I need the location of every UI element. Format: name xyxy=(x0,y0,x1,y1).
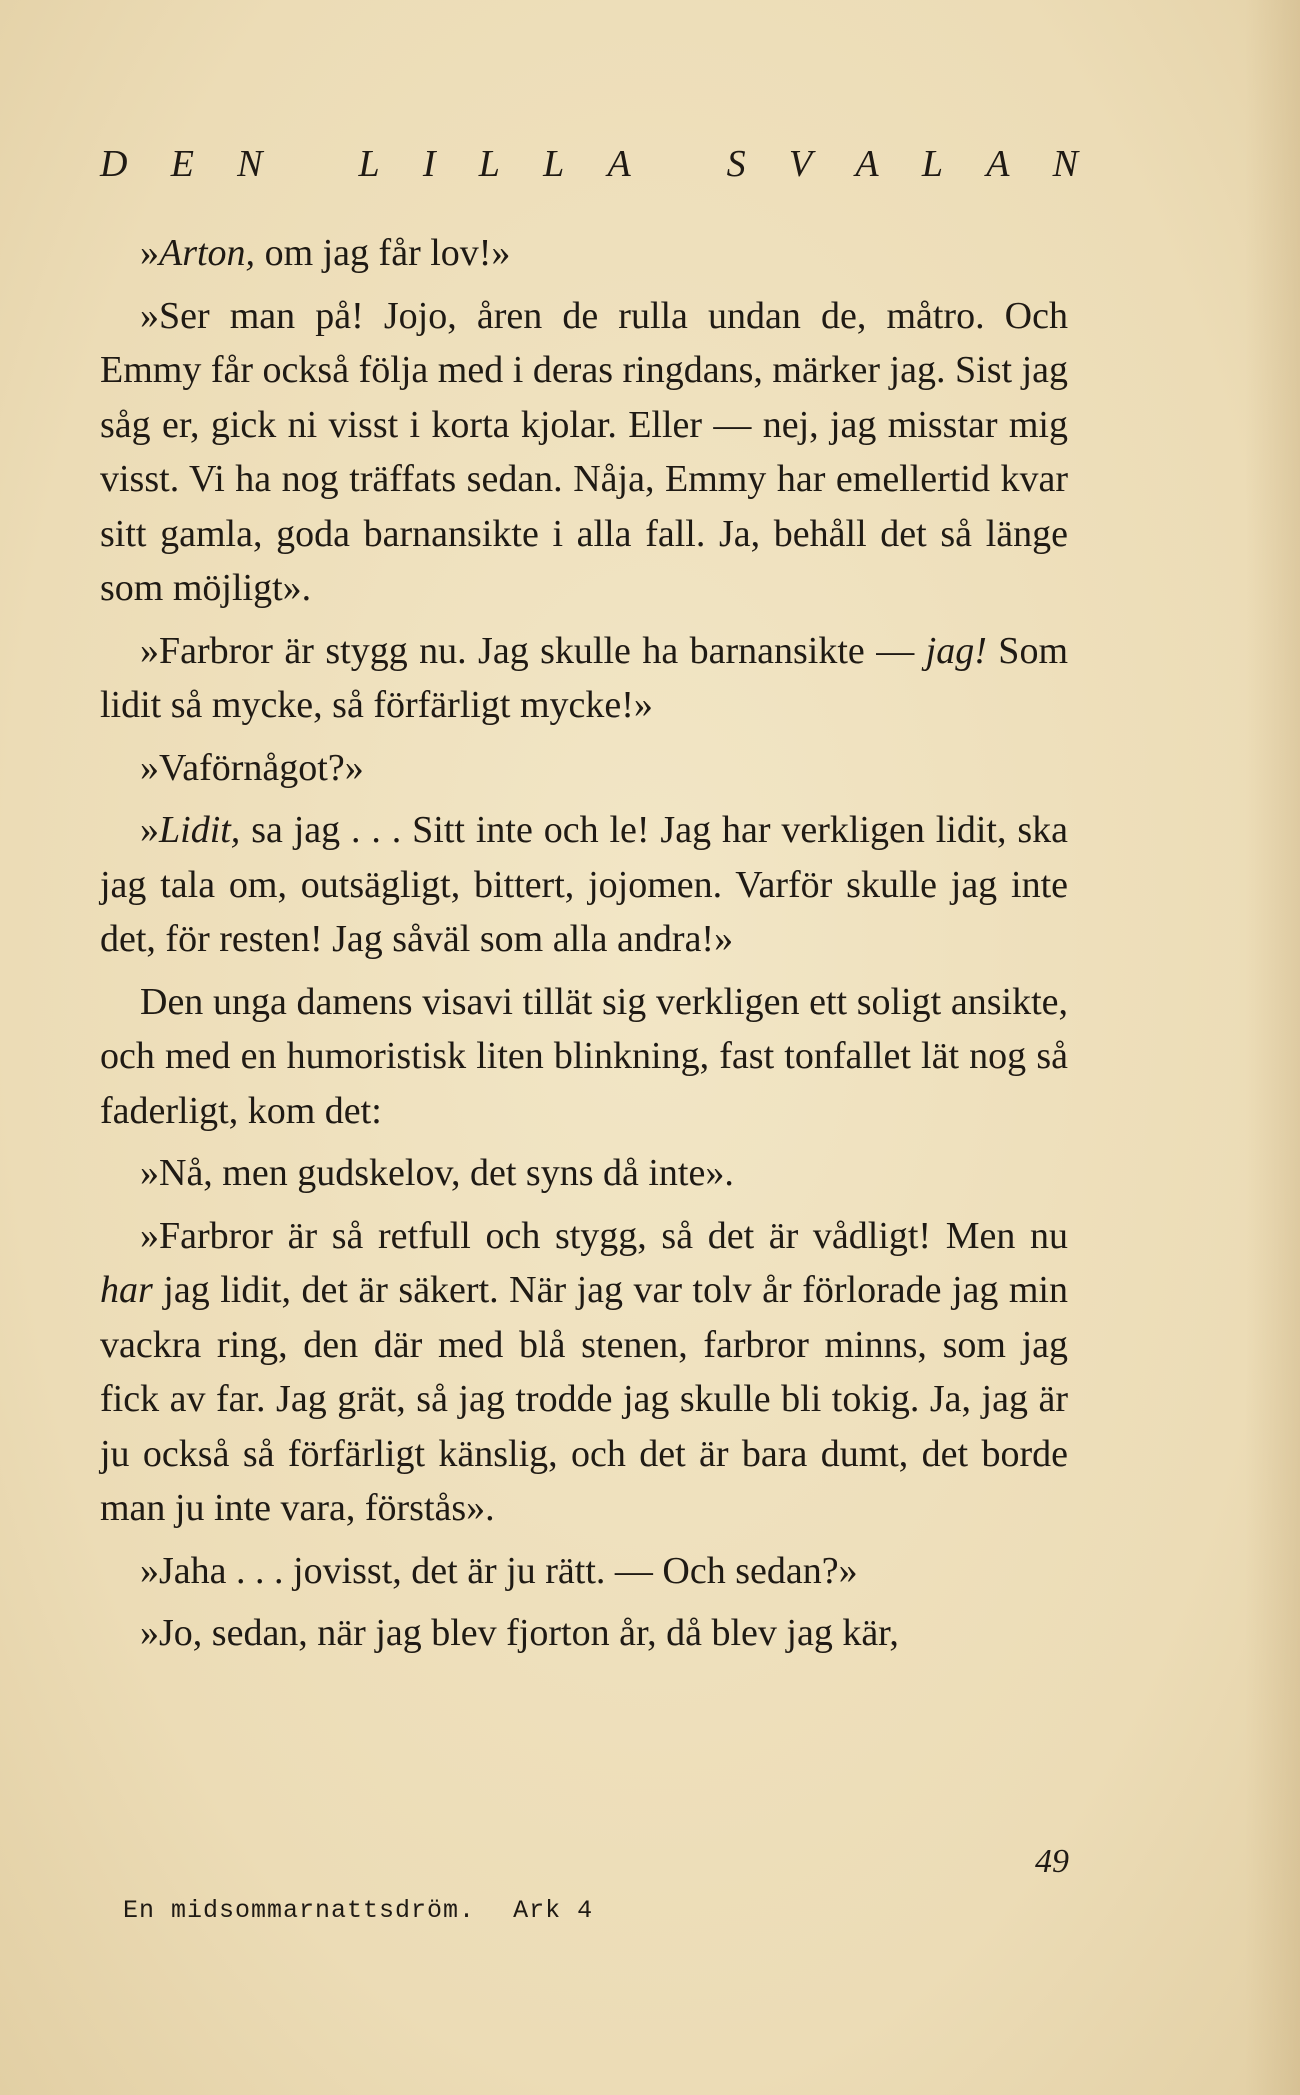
paragraph-text: »Ser man på! Jojo, åren de rulla undan de, måtro. Och Emmy får också följa med i deras ringdans, märker jag. Sist jag såg er, gick ni visst i korta kjolar. Eller — nej, jag misstar mig visst. Vi ha nog träffats sedan. Nåja, Emmy har emellertid kvar sitt gamla, goda barnansikte i alla fall. Ja, behåll det så länge som möjligt». xyxy=(100,294,1068,609)
paragraph-text: jag lidit, det är säkert. När jag var tolv år förlorade jag min vackra ring, den där med blå stenen, farbror minns, som jag fick av far. Jag grät, så jag trodde jag skulle bli tokig. Ja, jag är ju också så förfärligt känslig, och det är bara dumt, det borde man ju inte vara, förstås». xyxy=(100,1269,1068,1529)
paragraph xyxy=(100,1146,1068,1201)
paragraph-text: » xyxy=(140,809,159,851)
italic-text: Lidit, xyxy=(159,809,241,851)
header-letter: S xyxy=(726,143,748,185)
paragraph xyxy=(100,1606,1068,1661)
header-letter: N xyxy=(237,143,265,185)
header-letter: D xyxy=(100,143,130,185)
header-letter: I xyxy=(422,143,438,185)
footer-sheet-mark: Ark 4 xyxy=(513,1896,594,1925)
header-letter: L xyxy=(478,143,502,185)
paragraph-text: »Jo, sedan, när jag blev fjorton år, då blev jag kär, xyxy=(140,1612,899,1654)
paragraph-text: sa jag . . . Sitt inte och le! Jag har verkligen lidit, ska jag tala om, outsägligt, bittert, jojomen. Varför skulle jag inte det, för resten! Jag såväl som alla andra!» xyxy=(100,809,1068,960)
paragraph xyxy=(100,624,1068,733)
header-letter: E xyxy=(170,143,196,185)
paragraph-text: »Farbror är stygg nu. Jag skulle ha barnansikte — xyxy=(140,629,926,672)
header-letter: L xyxy=(358,143,382,185)
header-letter: L xyxy=(921,143,945,185)
italic-text: jag! xyxy=(925,629,987,672)
footer-book-title: En midsommarnattsdröm. xyxy=(123,1896,476,1925)
header-letter: A xyxy=(986,143,1012,185)
header-letter: A xyxy=(607,143,633,185)
header-gap xyxy=(674,142,686,186)
paragraph-text: »Farbror är så retfull och stygg, så det är vådligt! Men nu xyxy=(140,1214,1068,1257)
paragraph xyxy=(100,289,1068,616)
signature-footer xyxy=(123,1896,615,1925)
italic-text: har xyxy=(100,1269,153,1311)
paragraph-text: Som lidit så mycke, så förfärligt mycke!» xyxy=(100,629,1068,726)
header-gap xyxy=(306,142,318,186)
paragraph xyxy=(100,975,1068,1139)
page-edge-shadow xyxy=(1245,0,1300,2095)
header-letter: A xyxy=(855,143,881,185)
paragraph xyxy=(100,226,1068,281)
paragraph-text: »Vaförnågot?» xyxy=(140,746,364,789)
body-text xyxy=(100,226,1068,1661)
header-letter: N xyxy=(1052,143,1080,185)
header-letter: L xyxy=(543,143,567,185)
paragraph-text: »Jaha . . . jovisst, det är ju rätt. — Och sedan?» xyxy=(140,1549,858,1592)
paragraph xyxy=(100,1544,1068,1599)
paragraph-text: om jag får lov!» xyxy=(255,232,511,274)
paragraph-text: » xyxy=(140,232,159,274)
paragraph xyxy=(100,803,1068,967)
running-header xyxy=(100,142,1080,186)
paragraph xyxy=(100,1209,1068,1536)
paragraph-text: »Nå, men gudskelov, det syns då inte». xyxy=(140,1152,734,1194)
paragraph-text: Den unga damens visavi tillät sig verkligen ett soligt ansikte, och med en humoristisk liten blinkning, fast tonfallet lät nog så faderligt, kom det: xyxy=(100,980,1068,1132)
page-number: 49 xyxy=(1035,1843,1069,1880)
paragraph xyxy=(100,741,1068,796)
italic-text: Arton, xyxy=(159,232,256,274)
header-letter: V xyxy=(788,143,815,185)
